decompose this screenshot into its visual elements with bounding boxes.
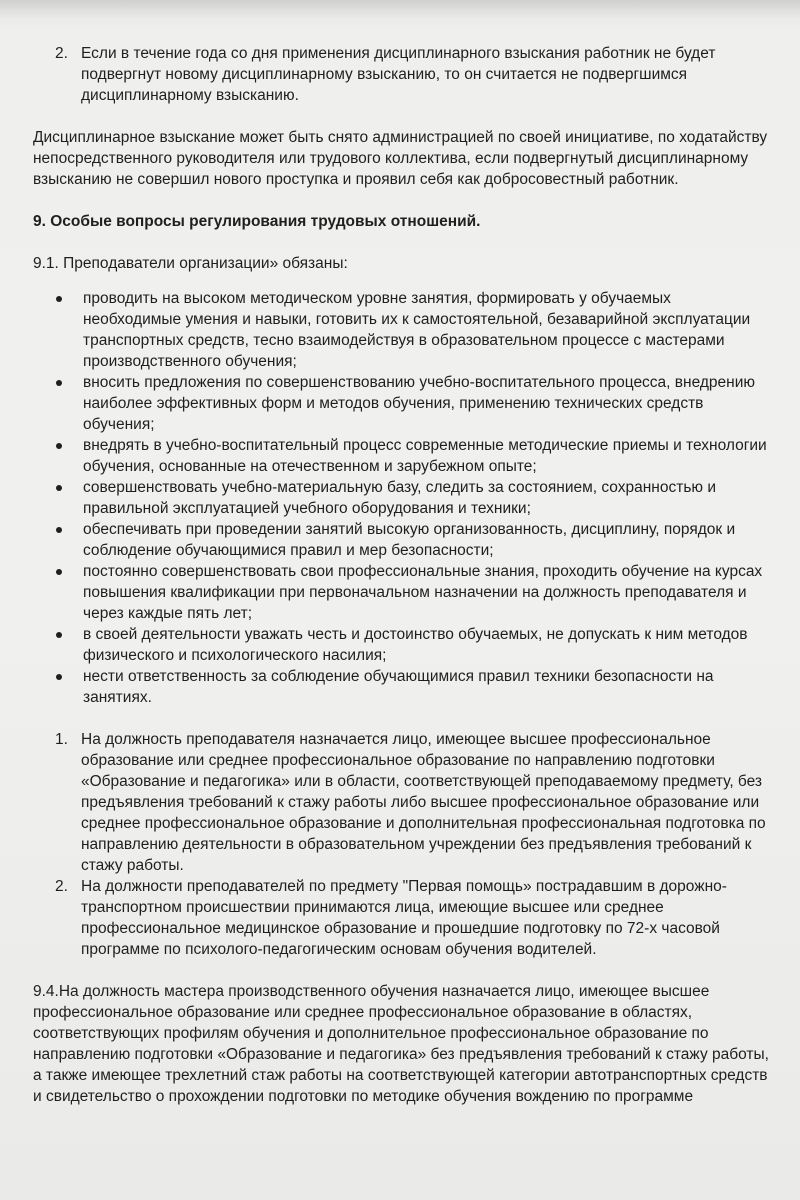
list-item-text: На должности преподавателей по предмету "Первая помощь» пострадавшим в дорожно-транспортном происшествии принимаются лица, имеющие высшее или среднее профессиональное медицинское образование и прошедшие подготовку по 72-х часовой программе по психолого-педагогическим основам обучения водителей. [81,878,727,958]
list-item [55,729,773,876]
bullet-icon [56,569,62,575]
section-8-numbered-list [33,43,773,106]
list-item-text: постоянно совершенствовать свои профессиональные знания, проходить обучение на курсах повышения квалификации при первоначальном назначении на должность преподавателя и через каждые пять лет; [83,563,763,622]
list-item [83,561,773,624]
list-item [83,666,773,708]
list-item-text: Если в течение года со дня применения дисциплинарного взыскания работник не будет подвергнут новому дисциплинарному взысканию, то он считается не подвергшимся дисциплинарному взысканию. [81,45,716,104]
list-item-text: нести ответственность за соблюдение обучающимися правил техники безопасности на занятиях. [83,668,714,706]
list-item [83,435,773,477]
duties-bullet-list [33,288,773,708]
list-item-text: обеспечивать при проведении занятий высокую организованность, дисциплину, порядок и соблюдение обучающимися правил и мер безопасности; [83,521,736,559]
list-item-text: внедрять в учебно-воспитательный процесс современные методические приемы и технологии обучения, основанные на отечественном и зарубежном опыте; [83,437,767,475]
paragraph-disciplinary-removal: Дисциплинарное взыскание может быть снято администрацией по своей инициативе, по ходатайству непосредственного руководителя или трудового коллектива, если подвергнутый дисциплинарному взысканию не совершил нового проступка и проявил себя как добросовестный работник. [33,129,768,188]
list-number: 2. [55,878,68,895]
appointment-numbered-list [33,729,773,960]
paragraph-9-4: 9.4.На должность мастера производственного обучения назначается лицо, имеющее высшее профессиональное образование или среднее профессиональное образование в областях, соответствующих профилям обучения и дополнительное профессиональное образование по направлению подготовки «Образование и педагогика» без предъявления требований к стажу работы, а также имеющее трехлетний стаж работы на соответствующей категории автотранспортных средств и свидетельство о прохождении подготовки по методике обучения вождению по программе [33,983,769,1105]
bullet-icon [56,674,62,680]
bullet-icon [56,443,62,449]
bullet-icon [56,485,62,491]
list-number: 2. [55,45,68,62]
section-9-heading: 9. Особые вопросы регулирования трудовых отношений. [33,213,481,230]
scan-shadow [0,0,800,18]
bullet-icon [56,380,62,386]
list-item [83,372,773,435]
list-item [83,288,773,372]
list-item [83,519,773,561]
list-item-text: совершенствовать учебно-материальную базу, следить за состоянием, сохранностью и правильной эксплуатацией учебного оборудования и техники; [83,479,717,517]
list-item [83,477,773,519]
bullet-icon [56,296,62,302]
bullet-icon [56,632,62,638]
list-item-text: вносить предложения по совершенствованию учебно-воспитательного процесса, внедрению наиболее эффективных форм и методов обучения, применению технических средств обучения; [83,374,755,433]
list-item [55,43,773,106]
list-number: 1. [55,731,68,748]
list-item-text: проводить на высоком методическом уровне занятия, формировать у обучаемых необходимые умения и навыки, готовить их к самостоятельной, безаварийной эксплуатации транспортных средств, тесно взаимодействуя в образовательном процессе с мастерами производственного обучения; [83,290,751,370]
list-item-text: На должность преподавателя назначается лицо, имеющее высшее профессиональное образование или среднее профессиональное образование по направлению подготовки «Образование и педагогика» или в области, соответствующей преподаваемому предмету, без предъявления требований к стажу работы либо высшее профессиональное образование или среднее профессиональное образование и дополнительная профессиональная подготовка по направлению деятельности в образовательном учреждении без предъявления требований к стажу работы. [81,731,766,874]
bullet-icon [56,527,62,533]
list-item [55,876,773,960]
list-item-text: в своей деятельности уважать честь и достоинство обучаемых, не допускать к ним методов физического и психологического насилия; [83,626,748,664]
document-body [33,43,773,1107]
section-9-1-intro: 9.1. Преподаватели организации» обязаны: [33,255,348,272]
list-item [83,624,773,666]
